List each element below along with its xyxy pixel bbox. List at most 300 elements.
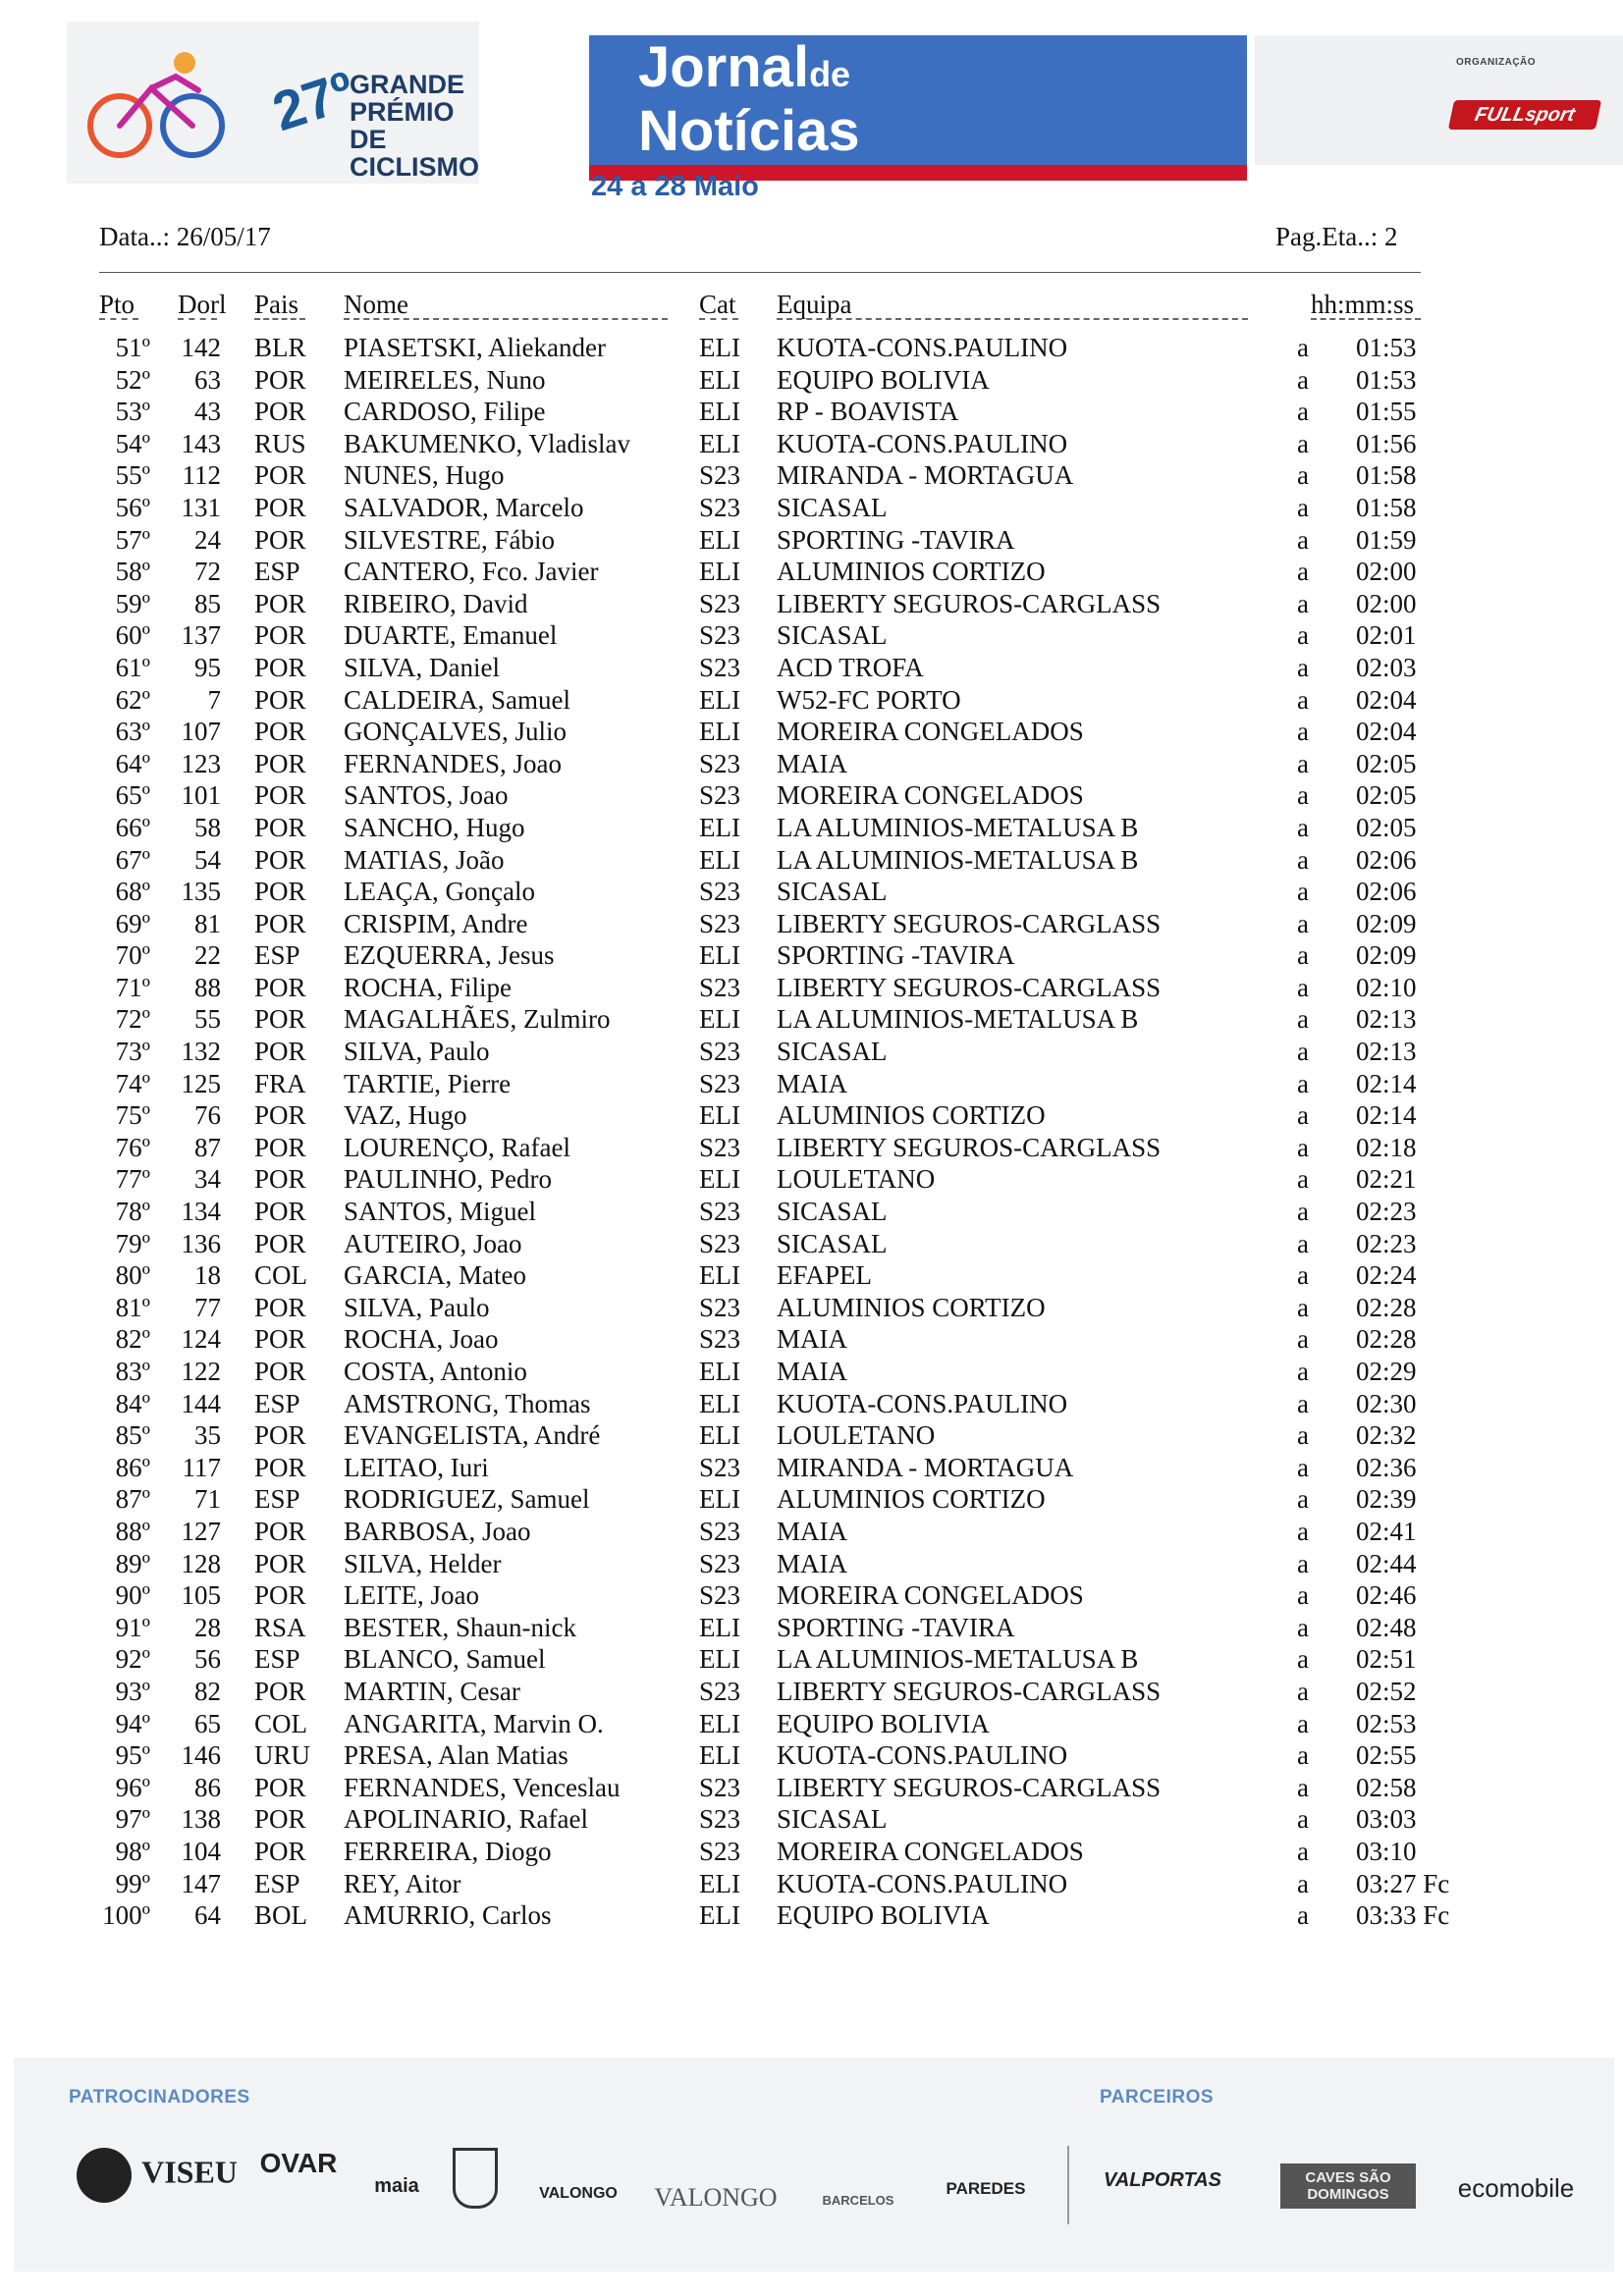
cell-time: 02:23 — [1356, 1228, 1417, 1258]
cell-nome: VAZ, Hugo — [344, 1100, 467, 1131]
cell-nome: MEIRELES, Nuno — [344, 364, 546, 395]
cell-equipa: SICASAL — [777, 1228, 888, 1258]
cell-dorl: 54 — [194, 844, 221, 875]
cell-gap-marker: a — [1297, 1836, 1309, 1866]
cell-cat: S23 — [699, 1324, 741, 1355]
cell-pais: POR — [254, 1100, 306, 1131]
cell-gap-marker: a — [1297, 908, 1309, 938]
cell-equipa: ALUMINIOS CORTIZO — [777, 557, 1046, 587]
cell-pto: 83º — [115, 1357, 150, 1386]
cell-pais: POR — [254, 524, 306, 555]
cell-dorl: 138 — [181, 1804, 221, 1835]
cell-pais: ESP — [254, 940, 300, 971]
cell-cat: S23 — [699, 1580, 741, 1611]
cell-pto: 98º — [115, 1836, 150, 1866]
cell-gap-marker: a — [1297, 524, 1309, 555]
cell-dorl: 122 — [181, 1357, 221, 1386]
cell-equipa: MAIA — [777, 1516, 847, 1546]
cell-nome: LEITE, Joao — [344, 1580, 479, 1611]
cell-time: 02:18 — [1356, 1132, 1417, 1162]
cell-dorl: 24 — [194, 524, 221, 555]
cell-pto: 89º — [115, 1548, 150, 1578]
cell-gap-marker: a — [1297, 1804, 1309, 1835]
cell-nome: SALVADOR, Marcelo — [344, 492, 584, 522]
cell-equipa: KUOTA-CONS.PAULINO — [777, 1868, 1068, 1898]
cell-pto: 63º — [115, 717, 150, 747]
cell-gap-marker: a — [1297, 1580, 1309, 1611]
partners-label: PARCEIROS — [1100, 2087, 1215, 2108]
cell-time: 02:01 — [1356, 620, 1417, 651]
cell-cat: S23 — [699, 620, 741, 651]
cell-equipa: LA ALUMINIOS-METALUSA B — [777, 1644, 1139, 1675]
race-name-line-2: PRÉMIO DE — [350, 97, 455, 154]
cell-gap-marker: a — [1297, 1516, 1309, 1546]
cell-dorl: 22 — [194, 940, 221, 971]
cell-gap-marker: a — [1297, 1420, 1309, 1451]
cell-equipa: SPORTING -TAVIRA — [777, 524, 1015, 555]
cell-pto: 58º — [115, 557, 150, 587]
cell-equipa: EQUIPO BOLIVIA — [777, 1900, 990, 1931]
cell-dorl: 65 — [194, 1708, 221, 1738]
cell-time: 01:53 — [1356, 364, 1417, 395]
cell-dorl: 137 — [181, 620, 221, 651]
cell-pto: 91º — [115, 1612, 150, 1642]
cell-pto: 54º — [115, 428, 150, 458]
cell-cat: ELI — [699, 1708, 740, 1738]
cell-pto: 87º — [115, 1484, 150, 1515]
cell-pais: ESP — [254, 1484, 300, 1515]
cell-equipa: SPORTING -TAVIRA — [777, 1612, 1015, 1642]
sponsor-logo-paredes: PAREDES — [946, 2179, 1026, 2198]
cell-pais: POR — [254, 1420, 306, 1451]
cell-gap-marker: a — [1297, 1068, 1309, 1098]
cell-equipa: MOREIRA CONGELADOS — [777, 717, 1084, 747]
cell-time: 02:55 — [1356, 1740, 1417, 1771]
cell-nome: SANTOS, Joao — [344, 780, 509, 811]
cell-pto: 62º — [115, 684, 150, 715]
cell-equipa: SPORTING -TAVIRA — [777, 940, 1015, 971]
cell-dorl: 85 — [194, 588, 221, 618]
cell-dorl: 7 — [207, 684, 221, 715]
cell-dorl: 146 — [181, 1740, 221, 1771]
cell-equipa: LIBERTY SEGUROS-CARGLASS — [777, 1132, 1162, 1162]
cell-equipa: LOULETANO — [777, 1164, 936, 1195]
cell-nome: SILVESTRE, Fábio — [344, 524, 556, 555]
newspaper-logo — [589, 35, 1247, 181]
cell-dorl: 63 — [194, 364, 221, 395]
cell-pto: 82º — [115, 1324, 150, 1355]
race-number: 27º — [265, 58, 362, 143]
cell-pto: 69º — [115, 908, 150, 938]
cell-nome: SILVA, Paulo — [344, 1037, 490, 1067]
cell-cat: S23 — [699, 1836, 741, 1866]
cell-gap-marker: a — [1297, 1260, 1309, 1291]
cell-pto: 84º — [115, 1388, 150, 1418]
cell-time: 02:30 — [1356, 1388, 1417, 1418]
cell-pais: POR — [254, 1804, 306, 1835]
cell-equipa: EFAPEL — [777, 1260, 873, 1291]
cell-equipa: MIRANDA - MORTAGUA — [777, 460, 1074, 491]
sponsor-logo-valongo-1: VALONGO — [539, 2185, 618, 2202]
dash-pto — [99, 318, 138, 320]
cell-pais: FRA — [254, 1068, 306, 1098]
cell-cat: ELI — [699, 844, 740, 875]
cell-time: 02:46 — [1356, 1580, 1417, 1611]
cell-pais: POR — [254, 972, 306, 1002]
cell-cat: S23 — [699, 1068, 741, 1098]
cell-pto: 65º — [115, 780, 150, 811]
cell-pais: ESP — [254, 1388, 300, 1418]
dash-time — [1311, 318, 1421, 320]
cell-pais: POR — [254, 684, 306, 715]
cell-pto: 52º — [115, 364, 150, 395]
cell-time: 02:14 — [1356, 1068, 1417, 1098]
cell-time: 02:21 — [1356, 1164, 1417, 1195]
report-date: Data..: 26/05/17 — [99, 222, 271, 251]
cell-time: 02:39 — [1356, 1484, 1417, 1515]
footer-divider — [1067, 2146, 1069, 2224]
cell-cat: ELI — [699, 397, 740, 427]
cell-nome: DUARTE, Emanuel — [344, 620, 558, 651]
cell-nome: TARTIE, Pierre — [344, 1068, 512, 1098]
race-name — [350, 71, 479, 181]
cell-nome: AMURRIO, Carlos — [344, 1900, 552, 1931]
cell-gap-marker: a — [1297, 428, 1309, 458]
cell-dorl: 124 — [181, 1324, 221, 1355]
cell-cat: S23 — [699, 1676, 741, 1706]
cell-pto: 60º — [115, 620, 150, 651]
cell-pto: 66º — [115, 812, 150, 842]
cell-gap-marker: a — [1297, 492, 1309, 522]
newspaper-word-de: de — [809, 54, 851, 94]
cell-pais: POR — [254, 652, 306, 682]
cell-time: 02:48 — [1356, 1612, 1417, 1642]
cell-dorl: 134 — [181, 1197, 221, 1227]
cell-gap-marker: a — [1297, 1357, 1309, 1386]
cell-pto: 77º — [115, 1164, 150, 1195]
cell-pais: POR — [254, 1548, 306, 1578]
cell-equipa: LIBERTY SEGUROS-CARGLASS — [777, 908, 1162, 938]
cell-pto: 90º — [115, 1580, 150, 1611]
cell-time: 02:05 — [1356, 780, 1417, 811]
col-header-pto: Pto — [99, 290, 135, 319]
cell-gap-marker: a — [1297, 1612, 1309, 1642]
cell-dorl: 143 — [181, 428, 221, 458]
cell-pais: POR — [254, 1004, 306, 1035]
cell-gap-marker: a — [1297, 1004, 1309, 1035]
cell-pais: POR — [254, 1132, 306, 1162]
cell-pto: 53º — [115, 397, 150, 427]
cell-nome: LOURENÇO, Rafael — [344, 1132, 570, 1162]
cell-pais: POR — [254, 1164, 306, 1195]
cell-gap-marker: a — [1297, 844, 1309, 875]
cell-equipa: RP - BOAVISTA — [777, 397, 959, 427]
cell-pais: POR — [254, 717, 306, 747]
cell-nome: EVANGELISTA, André — [344, 1420, 601, 1451]
cell-nome: PIASETSKI, Aliekander — [344, 333, 606, 362]
cell-pais: BLR — [254, 333, 306, 362]
cell-equipa: ALUMINIOS CORTIZO — [777, 1484, 1046, 1515]
cell-equipa: LIBERTY SEGUROS-CARGLASS — [777, 1772, 1162, 1802]
cell-dorl: 76 — [194, 1100, 221, 1131]
cell-dorl: 104 — [181, 1836, 221, 1866]
sponsor-logo-valongo-2: VALONGO — [654, 2183, 778, 2212]
cell-time: 01:58 — [1356, 460, 1417, 491]
cell-pto: 56º — [115, 492, 150, 522]
cell-equipa: MAIA — [777, 1548, 847, 1578]
cell-time: 02:09 — [1356, 940, 1417, 971]
cell-time: 02:06 — [1356, 877, 1417, 907]
cell-gap-marker: a — [1297, 1037, 1309, 1067]
cell-time: 02:00 — [1356, 557, 1417, 587]
cell-nome: FERNANDES, Venceslau — [344, 1772, 621, 1802]
cell-cat: S23 — [699, 1228, 741, 1258]
cell-cat: ELI — [699, 1260, 740, 1291]
cell-nome: SILVA, Daniel — [344, 652, 501, 682]
cell-pto: 64º — [115, 748, 150, 778]
header-dash-underline — [99, 318, 1421, 326]
cell-pto: 85º — [115, 1420, 150, 1451]
cell-nome: FERREIRA, Diogo — [344, 1836, 552, 1866]
cell-gap-marker: a — [1297, 1100, 1309, 1131]
cell-nome: PAULINHO, Pedro — [344, 1164, 553, 1195]
col-header-equipa: Equipa — [777, 290, 852, 319]
cell-pto: 80º — [115, 1260, 150, 1291]
sponsor-logo-viseu: VISEU — [69, 2148, 245, 2203]
cell-pto: 88º — [115, 1516, 150, 1546]
cell-dorl: 142 — [181, 333, 221, 362]
cell-pto: 71º — [115, 972, 150, 1002]
cell-gap-marker: a — [1297, 717, 1309, 747]
cell-nome: SANTOS, Miguel — [344, 1197, 537, 1227]
cell-time: 02:28 — [1356, 1292, 1417, 1322]
cell-pto: 72º — [115, 1004, 150, 1035]
cell-cat: S23 — [699, 780, 741, 811]
sponsors-label: PATROCINADORES — [69, 2087, 250, 2108]
cell-cat: S23 — [699, 1804, 741, 1835]
cell-gap-marker: a — [1297, 780, 1309, 811]
cell-nome: CRISPIM, Andre — [344, 908, 528, 938]
cell-time: 01:55 — [1356, 397, 1417, 427]
cell-cat: S23 — [699, 1197, 741, 1227]
cell-time: 02:05 — [1356, 812, 1417, 842]
cell-pto: 99º — [115, 1868, 150, 1898]
cell-nome: LEAÇA, Gonçalo — [344, 877, 535, 907]
cell-equipa: LA ALUMINIOS-METALUSA B — [777, 812, 1139, 842]
cell-cat: ELI — [699, 1484, 740, 1515]
cyclist-icon — [82, 39, 230, 167]
cell-gap-marker: a — [1297, 397, 1309, 427]
cell-pto: 67º — [115, 844, 150, 875]
cell-gap-marker: a — [1297, 1868, 1309, 1898]
cell-equipa: MOREIRA CONGELADOS — [777, 780, 1084, 811]
cell-equipa: EQUIPO BOLIVIA — [777, 364, 990, 395]
cell-dorl: 131 — [181, 492, 221, 522]
cell-gap-marker: a — [1297, 972, 1309, 1002]
footer-sponsors — [14, 2057, 1614, 2271]
cell-gap-marker: a — [1297, 1164, 1309, 1195]
cell-pto: 57º — [115, 524, 150, 555]
cell-dorl: 56 — [194, 1644, 221, 1675]
cell-pais: BOL — [254, 1900, 307, 1931]
cell-cat: ELI — [699, 1357, 740, 1386]
cell-equipa: SICASAL — [777, 492, 888, 522]
cell-cat: S23 — [699, 1292, 741, 1322]
cell-time: 02:53 — [1356, 1708, 1417, 1738]
cell-time: 02:58 — [1356, 1772, 1417, 1802]
cell-pto: 76º — [115, 1132, 150, 1162]
cell-pto: 94º — [115, 1708, 150, 1738]
cell-dorl: 18 — [194, 1260, 221, 1291]
cell-pais: POR — [254, 1772, 306, 1802]
cell-gap-marker: a — [1297, 1132, 1309, 1162]
cell-equipa: MIRANDA - MORTAGUA — [777, 1452, 1074, 1482]
cell-nome: ANGARITA, Marvin O. — [344, 1708, 604, 1738]
cell-dorl: 112 — [182, 460, 221, 491]
sponsor-logo-ovar: OVAR — [259, 2148, 338, 2178]
cell-cat: ELI — [699, 717, 740, 747]
cell-nome: PRESA, Alan Matias — [344, 1740, 568, 1771]
cell-cat: ELI — [699, 1420, 740, 1451]
cell-nome: BESTER, Shaun-nick — [344, 1612, 576, 1642]
cell-gap-marker: a — [1297, 1772, 1309, 1802]
cell-pto: 78º — [115, 1197, 150, 1227]
cell-gap-marker: a — [1297, 1644, 1309, 1675]
cell-equipa: MAIA — [777, 748, 847, 778]
cell-dorl: 95 — [194, 652, 221, 682]
cell-cat: S23 — [699, 908, 741, 938]
cell-cat: S23 — [699, 1132, 741, 1162]
cell-pais: RSA — [254, 1612, 306, 1642]
cell-cat: S23 — [699, 588, 741, 618]
cell-gap-marker: a — [1297, 877, 1309, 907]
cell-equipa: KUOTA-CONS.PAULINO — [777, 1740, 1068, 1771]
cell-time: 02:52 — [1356, 1676, 1417, 1706]
cell-equipa: SICASAL — [777, 1197, 888, 1227]
cell-pto: 74º — [115, 1068, 150, 1098]
cell-pto: 68º — [115, 877, 150, 907]
cell-nome: MATIAS, João — [344, 844, 505, 875]
cell-gap-marker: a — [1297, 1324, 1309, 1355]
cell-equipa: MAIA — [777, 1357, 847, 1386]
cell-cat: S23 — [699, 1548, 741, 1578]
cell-pais: POR — [254, 397, 306, 427]
cell-cat: ELI — [699, 524, 740, 555]
cell-pais: POR — [254, 1836, 306, 1866]
cell-equipa: LIBERTY SEGUROS-CARGLASS — [777, 1676, 1162, 1706]
cell-gap-marker: a — [1297, 557, 1309, 587]
cell-pto: 79º — [115, 1228, 150, 1258]
organizer-label: ORGANIZAÇÃO — [1456, 57, 1537, 68]
cell-gap-marker: a — [1297, 1708, 1309, 1738]
cell-dorl: 132 — [181, 1037, 221, 1067]
cell-pais: POR — [254, 460, 306, 491]
cell-equipa: KUOTA-CONS.PAULINO — [777, 428, 1068, 458]
cell-pais: POR — [254, 1037, 306, 1067]
cell-gap-marker: a — [1297, 652, 1309, 682]
cell-equipa: MOREIRA CONGELADOS — [777, 1836, 1084, 1866]
cell-nome: ROCHA, Filipe — [344, 972, 513, 1002]
cell-cat: S23 — [699, 1516, 741, 1546]
cell-nome: SILVA, Paulo — [344, 1292, 490, 1322]
cell-cat: ELI — [699, 333, 740, 362]
cell-dorl: 77 — [194, 1292, 221, 1322]
cell-nome: CANTERO, Fco. Javier — [344, 557, 599, 587]
cell-cat: ELI — [699, 428, 740, 458]
partner-logo-caves-sao-domingos: CAVES SÃO DOMINGOS — [1280, 2163, 1416, 2209]
cell-equipa: MOREIRA CONGELADOS — [777, 1580, 1084, 1611]
cell-nome: BAKUMENKO, Vladislav — [344, 428, 630, 458]
cell-pais: POR — [254, 1324, 306, 1355]
sponsor-logo-barcelos: BARCELOS — [822, 2193, 894, 2208]
cell-gap-marker: a — [1297, 684, 1309, 715]
cell-pais: POR — [254, 364, 306, 395]
cell-pais: POR — [254, 1357, 306, 1386]
dash-pais — [254, 318, 305, 320]
cell-dorl: 128 — [181, 1548, 221, 1578]
cell-gap-marker: a — [1297, 812, 1309, 842]
cell-pais: URU — [254, 1740, 311, 1771]
cell-pais: POR — [254, 780, 306, 811]
cell-dorl: 87 — [194, 1132, 221, 1162]
cell-pais: RUS — [254, 428, 306, 458]
cell-cat: S23 — [699, 1772, 741, 1802]
cell-dorl: 123 — [181, 748, 221, 778]
cell-nome: NUNES, Hugo — [344, 460, 505, 491]
cell-dorl: 34 — [194, 1164, 221, 1195]
header-banner — [67, 22, 1623, 213]
cell-gap-marker: a — [1297, 333, 1309, 362]
organizer-block — [1255, 35, 1623, 165]
cell-pais: POR — [254, 844, 306, 875]
cell-pto: 95º — [115, 1740, 150, 1771]
cell-gap-marker: a — [1297, 1292, 1309, 1322]
cell-cat: S23 — [699, 652, 741, 682]
partner-logo-ecomobile: ecomobile — [1457, 2173, 1575, 2203]
cell-time: 02:10 — [1356, 972, 1417, 1002]
cell-time: 02:04 — [1356, 717, 1417, 747]
cell-gap-marker: a — [1297, 1900, 1309, 1931]
cell-time: 02:41 — [1356, 1516, 1417, 1546]
cell-cat: ELI — [699, 557, 740, 587]
cell-dorl: 72 — [194, 557, 221, 587]
cell-dorl: 58 — [194, 812, 221, 842]
cell-gap-marker: a — [1297, 1676, 1309, 1706]
cell-pais: COL — [254, 1260, 307, 1291]
cell-cat: S23 — [699, 877, 741, 907]
cell-dorl: 71 — [194, 1484, 221, 1515]
cell-time: 02:24 — [1356, 1260, 1417, 1291]
cell-dorl: 105 — [181, 1580, 221, 1611]
cell-cat: S23 — [699, 492, 741, 522]
race-name-line-1: GRANDE — [350, 70, 465, 99]
cell-time: 03:10 — [1356, 1836, 1417, 1866]
cell-dorl: 88 — [194, 972, 221, 1002]
cell-dorl: 144 — [181, 1388, 221, 1418]
cell-cat: ELI — [699, 1164, 740, 1195]
cell-time: 01:56 — [1356, 428, 1417, 458]
race-logo-block — [67, 22, 479, 184]
cell-dorl: 86 — [194, 1772, 221, 1802]
cell-cat: S23 — [699, 1037, 741, 1067]
dash-cat — [699, 318, 738, 320]
cell-gap-marker: a — [1297, 748, 1309, 778]
cell-cat: S23 — [699, 972, 741, 1002]
cell-nome: ROCHA, Joao — [344, 1324, 499, 1355]
cell-gap-marker: a — [1297, 1484, 1309, 1515]
cell-gap-marker: a — [1297, 1197, 1309, 1227]
cell-gap-marker: a — [1297, 460, 1309, 491]
